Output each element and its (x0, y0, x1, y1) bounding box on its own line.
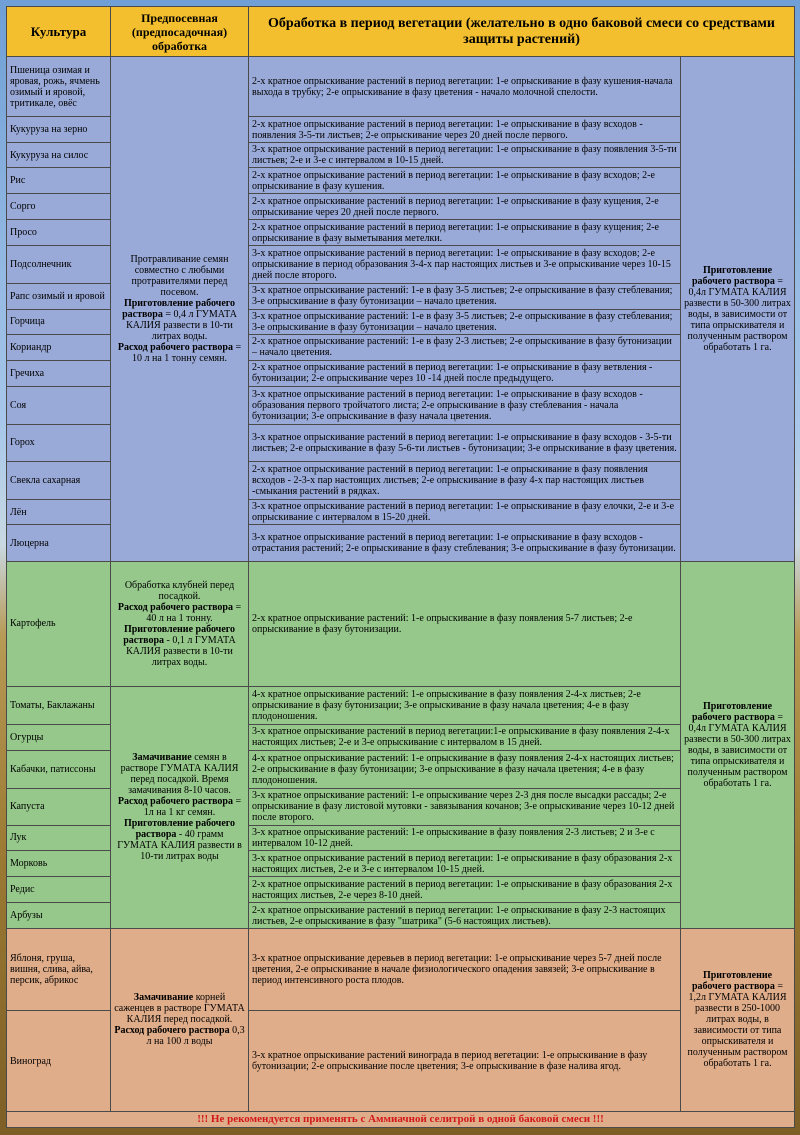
group3-solution-prep (681, 929, 795, 1111)
footer-row (7, 1111, 795, 1127)
vegetation-cell: 2-х кратное опрыскивание растений в период вегетации: 1-е опрыскивание в фазу кущения; 2-е опрыскивание в фазу выметывания метелки. (249, 220, 681, 246)
solution-label: Приготовление рабочего раствора (692, 970, 775, 993)
group1-pre-treatment (111, 57, 249, 562)
vegetation-cell: 3-х кратное опрыскивание растений: 1-е опрыскивание в фазу появления 2-3 листьев; 2 и 3-е с интервалом 10-12 дней. (249, 825, 681, 850)
vegetation-cell: 3-х кратное опрыскивание растений: 1-е опрыскивание через 2-3 дня после высадки рассады; 2-е опрыскивание в фазу листовой мутовки - завязывания кочанов; 3-е опрыскивание через 10-12 дней после второго. (249, 788, 681, 825)
vegetation-cell: 3-х кратное опрыскивание растений в период вегетации: 1-е опрыскивание в фазу всходов - 3-5-ти листьев; 2-е опрыскивание в фазу 5-6-ти листьев - бутонизации; 3-е опрыскивание в фазу цветения. (249, 424, 681, 461)
prep-label: Приготовление рабочего раствора (122, 298, 236, 321)
crop-cell: Яблоня, груша, вишня, слива, айва, персик, абрикос (7, 929, 111, 1011)
header-crop: Культура (7, 7, 111, 57)
group1-solution-prep (681, 57, 795, 562)
solution-label: Приготовление рабочего раствора (692, 701, 775, 724)
solution-text: = 0,4л ГУМАТА КАЛИЯ развести в 50-300 литрах воды, в зависимости от типа опрыскивателя и полученным раствором обработать 1 га. (684, 712, 791, 790)
crop-cell: Кукуруза на силос (7, 143, 111, 168)
vegetation-cell: 2-х кратное опрыскивание растений в период вегетации: 1-е опрыскивание в фазу кущения, 2-е опрыскивание через 20 дней после первого. (249, 194, 681, 220)
rate-text: = 10 л на 1 тонну семян. (132, 342, 242, 365)
crop-cell: Картофель (7, 562, 111, 686)
group3-pre-treatment (111, 929, 249, 1111)
vegetation-cell: 3-х кратное опрыскивание растений: 1-е в фазу 3-5 листьев; 2-е опрыскивание в фазу стеблевания; 3-е опрыскивание в фазу бутонизации – начало цветения. (249, 309, 681, 334)
vegetation-cell: 3-х кратное опрыскивание растений: 1-е в фазу 3-5 листьев; 2-е опрыскивание в фазу стеблевания; 3-е опрыскивание в фазу бутонизации – начало цветения. (249, 283, 681, 309)
soak-text: семян в растворе ГУМАТА КАЛИЯ перед посадкой. Время замачивания 8-10 часов. (120, 752, 239, 797)
soak-label: Замачивание (133, 992, 194, 1004)
table-row (7, 686, 795, 724)
crop-cell: Лук (7, 825, 111, 850)
crop-cell: Морковь (7, 851, 111, 877)
crop-cell: Кукуруза на зерно (7, 117, 111, 143)
crop-cell: Сорго (7, 194, 111, 220)
vegetation-cell: 2-х кратное опрыскивание растений: 1-е в фазу 2-3 листьев; 2-е опрыскивание в фазу бутонизации – начало цветения. (249, 334, 681, 360)
crop-cell: Просо (7, 220, 111, 246)
group2-pre-treatment (111, 686, 249, 929)
prep-text: = 0,4 л ГУМАТА КАЛИЯ развести в 10-ти литрах воды. (126, 309, 237, 343)
vegetation-cell: 2-х кратное опрыскивание растений в период вегетации: 1-е опрыскивание в фазу образования 2-х настоящих листьев, 2-е через 8-10 дней. (249, 877, 681, 903)
crop-cell: Лён (7, 500, 111, 525)
soak-text: корней саженцев в растворе ГУМАТА КАЛИЯ перед посадкой. (114, 992, 245, 1026)
vegetation-cell: 2-х кратное опрыскивание растений в период вегетации: 1-е опрыскивание в фазу 2-3 настоящих листьев, 2-е опрыскивание в фазу "шатрика" (5-6 настоящих листьев). (249, 903, 681, 929)
rate-text: 0,3 л на 100 л воды (146, 1025, 245, 1048)
header-vegetation: Обработка в период вегетации (желательно в одно баковой смеси со средствами защиты растений) (249, 7, 795, 57)
crop-cell: Горчица (7, 309, 111, 334)
vegetation-cell: 3-х кратное опрыскивание деревьев в период вегетации: 1-е опрыскивание через 5-7 дней после цветения, 2-е опрыскивание в начале физиологического опадения завязей; 3-е опрыскивание в период интенсивного роста плодов. (249, 929, 681, 1011)
treatment-table (6, 6, 795, 1128)
prep-text: - 0,1 л ГУМАТА КАЛИЯ развести в 10-ти литрах воды. (126, 634, 236, 668)
prep-text: - 40 грамм ГУМАТА КАЛИЯ развести в 10-ти литрах воды (117, 829, 242, 863)
potato-pre-treatment (111, 562, 249, 686)
table-row (7, 562, 795, 686)
crop-cell: Рапс озимый и яровой (7, 283, 111, 309)
prep-label: Приготовление рабочего раствора (123, 623, 236, 646)
crop-cell: Кориандр (7, 334, 111, 360)
crop-cell: Люцерна (7, 525, 111, 562)
rate-label: Расход рабочего раствора (114, 1025, 230, 1037)
crop-cell: Горох (7, 424, 111, 461)
rate-label: Расход рабочего раствора (117, 342, 233, 354)
pre-intro: Обработка клубней перед посадкой. (124, 579, 235, 602)
vegetation-cell: 4-х кратное опрыскивание растений: 1-е опрыскивание в фазу появления 2-4-х настоящих листьев; 2-е опрыскивание в фазу бутонизации; 3-е опрыскивание в фазу начала цветения; 4-е в фазу плодоношения. (249, 750, 681, 788)
vegetation-cell: 3-х кратное опрыскивание растений винограда в период вегетации: 1-е опрыскивание в фазу бутонизации; 2-е опрыскивание после цветения; 3-е опрыскивание в фазе налива ягод. (249, 1011, 681, 1111)
vegetation-cell: 2-х кратное опрыскивание растений: 1-е опрыскивание в фазу появления 5-7 листьев; 2-е опрыскивание в фазу бутонизации. (249, 562, 681, 686)
group2-solution-prep (681, 562, 795, 929)
table-row (7, 57, 795, 117)
crop-cell: Рис (7, 168, 111, 194)
crop-cell: Редис (7, 877, 111, 903)
crop-cell: Арбузы (7, 903, 111, 929)
crop-cell: Пшеница озимая и яровая, рожь, ячмень озимый и яровой, тритикале, овёс (7, 57, 111, 117)
rate-text: = 40 л на 1 тонну. (146, 601, 242, 624)
crop-cell: Свекла сахарная (7, 462, 111, 500)
crop-cell: Виноград (7, 1011, 111, 1111)
vegetation-cell: 2-х кратное опрыскивание растений в период вегетации: 1-е опрыскивание в фазу ветвления - бутонизации; 2-е опрыскивание через 10 -14 дней после предыдущего. (249, 360, 681, 386)
header-row (7, 7, 795, 57)
vegetation-cell: 3-х кратное опрыскивание растений в период вегетации: 1-е опрыскивание в фазу всходов; 2-е опрыскивание в период образования 3-4-х пар настоящих листьев и 3-е опрыскивание через 10-15 дней после второго. (249, 246, 681, 283)
crop-cell: Подсолнечник (7, 246, 111, 283)
solution-label: Приготовление рабочего раствора (692, 265, 775, 288)
crop-cell: Кабачки, патиссоны (7, 750, 111, 788)
crop-cell: Гречиха (7, 360, 111, 386)
vegetation-cell: 3-х кратное опрыскивание растений в период вегетации: 1-е опрыскивание в фазу появления 3-5-ти листьев; 2-е и 3-е с интервалом в 10-15 дней. (249, 143, 681, 168)
warning-note: !!! Не рекомендуется применять с Аммиачной селитрой в одной баковой смеси !!! (7, 1111, 795, 1127)
vegetation-cell: 3-х кратное опрыскивание растений в период вегетации: 1-е опрыскивание в фазу всходов - образования первого тройчатого листа; 2-е опрыскивание в фазу стеблевания - начала бутонизации; 3-е опрыскивание в фазу начала цветения. (249, 386, 681, 424)
prep-label: Приготовление рабочего раствора (123, 818, 236, 841)
vegetation-cell: 3-х кратное опрыскивание растений в период вегетации:1-е опрыскивание в фазу появления 2-4-х настоящих листьев; 2-е и 3-е опрыскивание с интервалом в 15 дней. (249, 724, 681, 750)
solution-text: = 0,4л ГУМАТА КАЛИЯ развести в 50-300 литрах воды, в зависимости от типа опрыскивателя и полученным раствором обработать 1 га. (684, 276, 791, 354)
rate-label: Расход рабочего раствора (117, 796, 233, 808)
vegetation-cell: 3-х кратное опрыскивание растений в период вегетации: 1-е опрыскивание в фазу елочки, 2-е и 3-е опрыскивание с интервалом в 15-20 дней. (249, 500, 681, 525)
rate-text: = 1л на 1 кг семян. (143, 796, 242, 819)
crop-cell: Томаты, Баклажаны (7, 686, 111, 724)
vegetation-cell: 4-х кратное опрыскивание растений: 1-е опрыскивание в фазу появления 2-4-х листьев; 2-е опрыскивание в фазу бутонизации; 3-е опрыскивание в фазу начала цветения; 4-е в фазу плодоношения. (249, 686, 681, 724)
soak-label: Замачивание (132, 752, 192, 764)
crop-cell: Огурцы (7, 724, 111, 750)
crop-cell: Капуста (7, 788, 111, 825)
pre-intro: Протравливание семян совместно с любыми протравителями перед посевом. (130, 254, 229, 299)
crop-cell: Соя (7, 386, 111, 424)
vegetation-cell: 2-х кратное опрыскивание растений в период вегетации: 1-е опрыскивание в фазу всходов - появления 3-5-ти листьев; 2-е опрыскивание через 20 дней после первого. (249, 117, 681, 143)
vegetation-cell: 3-х кратное опрыскивание растений в период вегетации: 1-е опрыскивание в фазу всходов - отрастания растений; 2-е опрыскивание в фазу стеблевания; 3-е опрыскивание в фазу бутонизации. (249, 525, 681, 562)
header-pre-sowing: Предпосевная (предпосадочная) обработка (111, 7, 249, 57)
solution-text: = 1,2л ГУМАТА КАЛИЯ развести в 250-1000 литрах воды, в зависимости от типа опрыскивателя и полученным раствором обработать 1 га. (687, 981, 788, 1070)
vegetation-cell: 2-х кратное опрыскивание растений в период вегетации: 1-е опрыскивание в фазу кушения-начала выхода в трубку; 2-е опрыскивание в фазу цветения - начало молочной спелости. (249, 57, 681, 117)
rate-label: Расход рабочего раствора (117, 601, 233, 613)
vegetation-cell: 2-х кратное опрыскивание растений в период вегетации: 1-е опрыскивание в фазу появления всходов - 2-3-х пар настоящих листьев; 2-е опрыскивание в фазу 4-х пар настоящих листьев -смыкания растений в рядках. (249, 462, 681, 500)
vegetation-cell: 3-х кратное опрыскивание растений в период вегетации: 1-е опрыскивание в фазу образования 2-х настоящих листьев, 2-е и 3-е с интервалом 10-15 дней. (249, 851, 681, 877)
table-row (7, 929, 795, 1011)
vegetation-cell: 2-х кратное опрыскивание растений в период вегетации: 1-е опрыскивание в фазу всходов; 2-е опрыскивание в фазу кушения. (249, 168, 681, 194)
